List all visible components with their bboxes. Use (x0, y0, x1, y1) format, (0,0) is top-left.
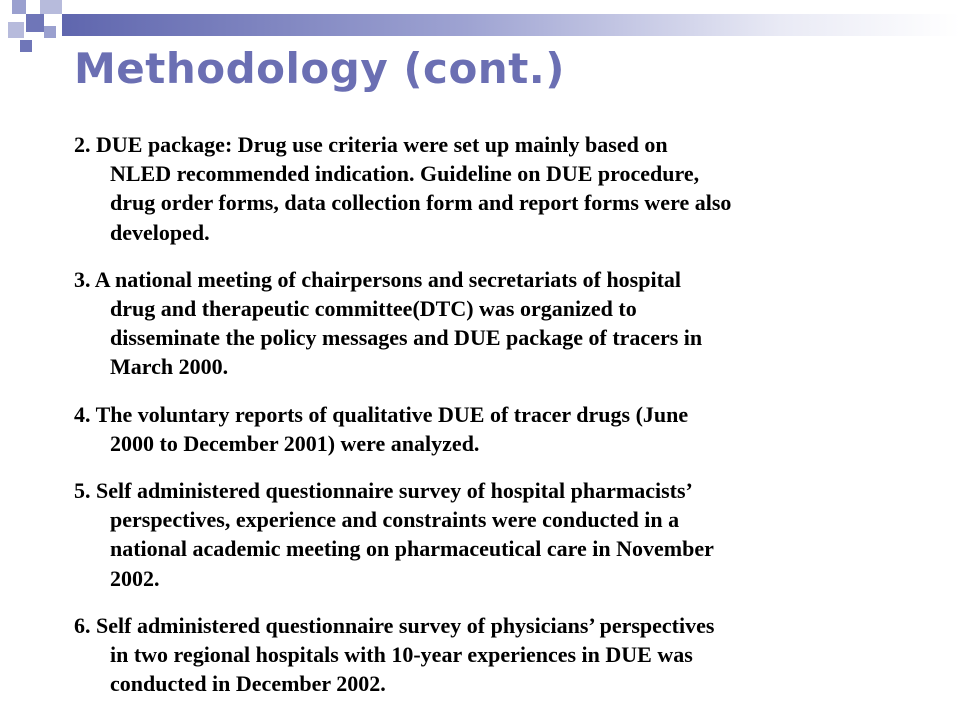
list-item-line: conducted in December 2002. (110, 671, 386, 697)
list-item-line: national academic meeting on pharmaceutical care in November (110, 536, 714, 562)
list-item-line: 4. The voluntary reports of qualitative DUE of tracer drugs (June (74, 401, 689, 427)
list-item-line: drug and therapeutic committee(DTC) was organized to (110, 296, 637, 322)
list-item-line: in two regional hospitals with 10-year experiences in DUE was (110, 642, 693, 668)
list-item-line: 2. DUE package: Drug use criteria were set up mainly based on (74, 132, 668, 157)
list-item-line: perspectives, experience and constraints were conducted in a (110, 507, 680, 533)
corner-square-decoration (12, 0, 26, 14)
methodology-list (74, 130, 874, 716)
corner-square-decoration (20, 40, 32, 52)
list-item-line: March 2000. (110, 354, 229, 380)
list-item-line: developed. (110, 219, 210, 245)
header-gradient-bar (62, 14, 960, 36)
corner-square-decoration (44, 26, 56, 38)
list-item-line: drug order forms, data collection form and report forms were also (110, 190, 732, 216)
list-item (74, 265, 874, 382)
corner-square-decoration (26, 14, 44, 32)
list-item (74, 476, 874, 593)
list-item-line: 6. Self administered questionnaire survey of physicians’ perspectives (74, 612, 715, 638)
corner-square-decoration (40, 0, 62, 14)
list-item-line: 5. Self administered questionnaire survey of hospital pharmacists’ (74, 478, 693, 504)
list-item (74, 130, 874, 247)
list-item-line: disseminate the policy messages and DUE package of tracers in (110, 325, 703, 351)
list-item-line: NLED recommended indication. Guideline on DUE procedure, (110, 161, 700, 187)
list-item (74, 400, 874, 458)
list-item-line: 2002. (110, 565, 160, 591)
list-item-line: 2000 to December 2001) were analyzed. (110, 430, 480, 456)
list-item (74, 611, 874, 699)
slide-title: Methodology (cont.) (74, 44, 565, 93)
list-item-line: 3. A national meeting of chairpersons and secretariats of hospital (74, 266, 682, 292)
corner-square-decoration (8, 22, 24, 38)
